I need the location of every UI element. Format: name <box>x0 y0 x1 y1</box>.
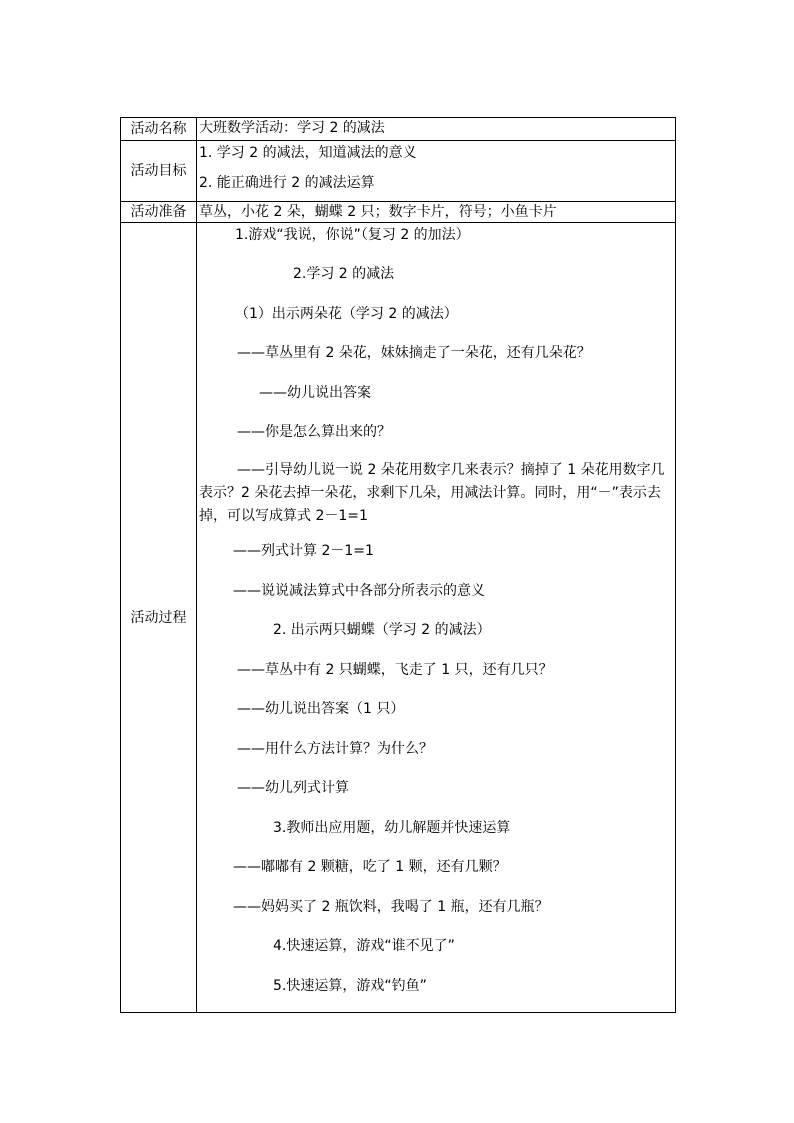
lesson-plan-table <box>120 117 676 1013</box>
activity-name-label: 活动名称 <box>121 118 197 141</box>
process-step: 2.学习 2 的减法 <box>293 266 395 282</box>
process-step: ——引导幼儿说一说 2 朵花用数字几来表示？摘掉了 1 朵花用数字几表示？2 朵花去掉一朵花，求剩下几朵，用减法计算。同时，用“－”表示去掉，可以写成算式 2－1=1 <box>199 462 665 524</box>
activity-prep-label: 活动准备 <box>121 202 197 223</box>
activity-goals-cell <box>197 141 676 202</box>
process-step: ——妈妈买了 2 瓶饮料，我喝了 1 瓶，还有几瓶？ <box>233 899 549 915</box>
process-step: （1）出示两朵花（学习 2 的减法） <box>235 306 458 322</box>
activity-name-value: 大班数学活动：学习 2 的减法 <box>197 118 676 141</box>
activity-prep-value: 草丛，小花 2 朵，蝴蝶 2 只；数字卡片，符号；小鱼卡片 <box>197 202 676 223</box>
goal-item: 2. 能正确进行 2 的减法运算 <box>199 175 375 191</box>
process-step: 5.快速运算，游戏“钓鱼” <box>273 978 427 994</box>
process-step: 2. 出示两只蝴蝶（学习 2 的减法） <box>273 622 491 638</box>
process-step: ——列式计算 2－1=1 <box>233 543 374 559</box>
goal-item: 1. 学习 2 的减法，知道减法的意义 <box>199 145 417 161</box>
activity-goals-label: 活动目标 <box>121 141 197 202</box>
process-step: ——说说减法算式中各部分所表示的意义 <box>233 583 485 599</box>
activity-process-label: 活动过程 <box>121 223 197 1013</box>
process-step: ——你是怎么算出来的？ <box>237 424 391 440</box>
process-step: ——幼儿说出答案 <box>259 385 371 401</box>
row-activity-process <box>121 223 676 1013</box>
process-step: ——草丛中有 2 只蝴蝶，飞走了 1 只，还有几只？ <box>237 662 553 678</box>
process-step: ——嘟嘟有 2 颗糖，吃了 1 颗，还有几颗？ <box>233 859 507 875</box>
activity-process-cell <box>197 223 676 1013</box>
row-activity-goals <box>121 141 676 202</box>
process-step: 4.快速运算，游戏“谁不见了” <box>273 938 455 954</box>
row-activity-prep <box>121 202 676 223</box>
process-step: 1.游戏“我说，你说”（复习 2 的加法） <box>235 227 470 243</box>
process-step: ——幼儿列式计算 <box>237 780 349 796</box>
process-step: 3.教师出应用题，幼儿解题并快速运算 <box>273 820 511 836</box>
process-step: ——草丛里有 2 朵花，妹妹摘走了一朵花，还有几朵花？ <box>237 345 591 361</box>
process-step: ——用什么方法计算？为什么？ <box>237 741 433 757</box>
row-activity-name <box>121 118 676 141</box>
process-step: ——幼儿说出答案（1 只） <box>237 701 405 717</box>
